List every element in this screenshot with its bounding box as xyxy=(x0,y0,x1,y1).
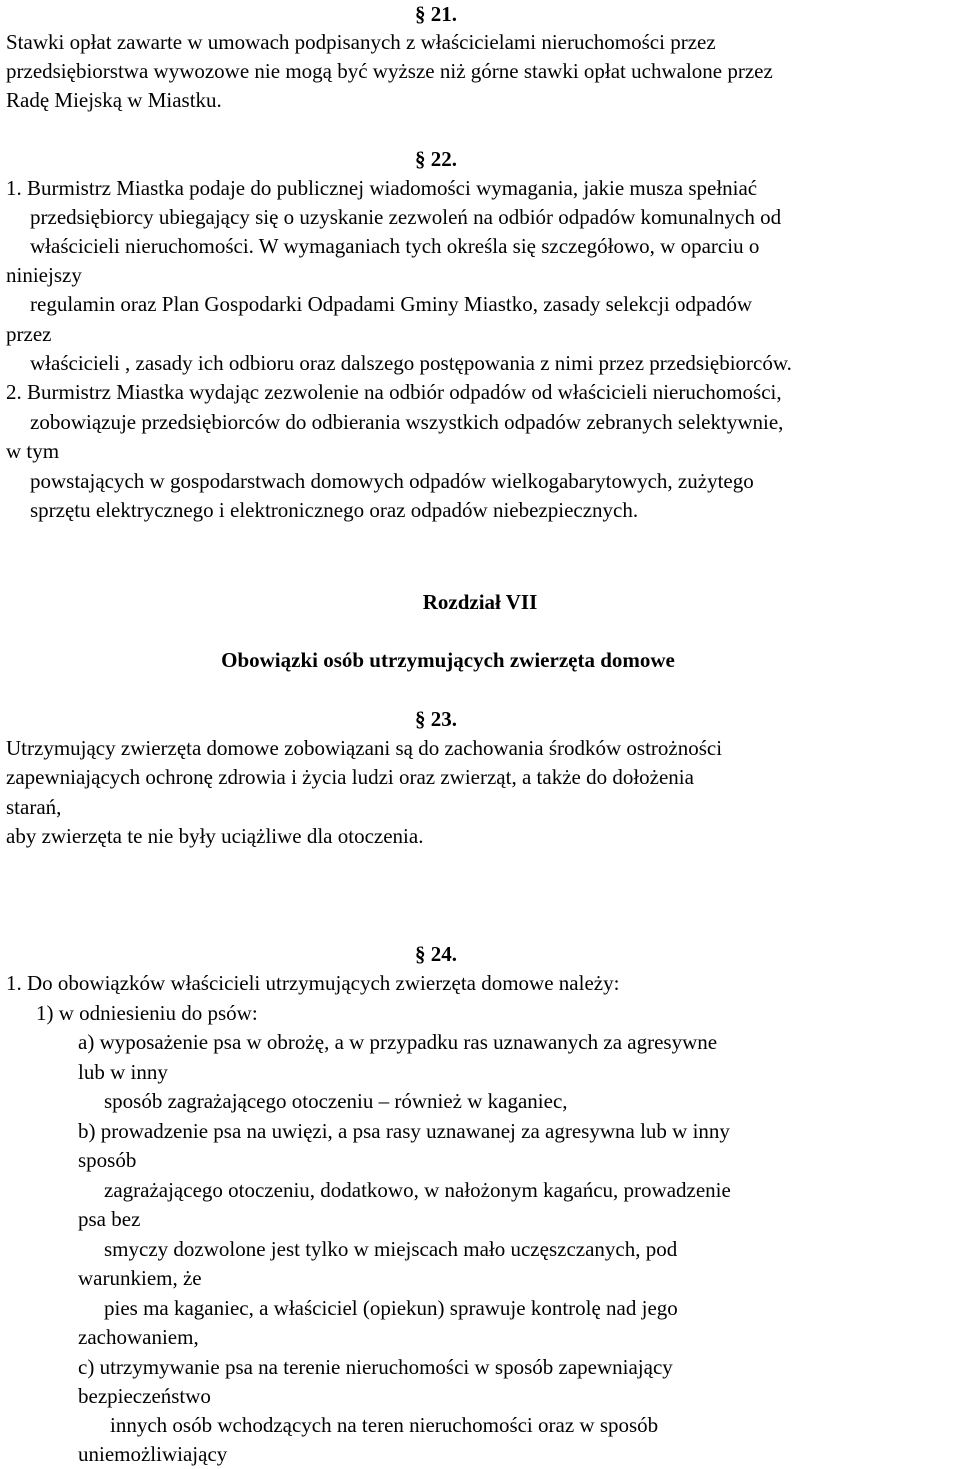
s22-line-5: regulamin oraz Plan Gospodarki Odpadami Gminy Miastko, zasady selekcji odpadów xyxy=(30,292,752,316)
s22-line-7: właścicieli , zasady ich odbioru oraz dalszego postępowania z nimi przez przedsiębiorców. xyxy=(30,351,792,375)
section-symbol: § xyxy=(415,942,426,966)
s23-line-1: Utrzymujący zwierzęta domowe zobowiązani są do zachowania środków ostrożności xyxy=(6,736,723,760)
s22-line-6: przez xyxy=(6,322,52,346)
s24-line-2: 1) w odniesieniu do psów: xyxy=(36,1001,258,1025)
s24-line-4: lub w inny xyxy=(78,1060,168,1084)
s22-line-8: 2. Burmistrz Miastka wydając zezwolenie na odbiór odpadów od właścicieli nieruchomości, xyxy=(6,380,782,404)
s24-line-17: uniemożliwiający xyxy=(78,1442,228,1466)
s21-line-2: przedsiębiorstwa wywozowe nie mogą być wyższe niż górne stawki opłat uchwalone przez xyxy=(6,59,773,83)
s24-line-1: 1. Do obowiązków właścicieli utrzymujących zwierzęta domowe należy: xyxy=(6,971,620,995)
s22-line-10: w tym xyxy=(6,439,60,463)
s22-line-12: sprzętu elektrycznego i elektronicznego oraz odpadów niebezpiecznych. xyxy=(30,498,639,522)
section-number: 24. xyxy=(430,942,457,966)
section-number: 21. xyxy=(430,2,457,26)
section-symbol: § xyxy=(415,2,426,26)
section-22-heading xyxy=(415,145,457,174)
s24-line-3: a) wyposażenie psa w obrożę, a w przypadku ras uznawanych za agresywne xyxy=(78,1030,718,1054)
s23-line-2: zapewniających ochronę zdrowia i życia ludzi oraz zwierząt, a także do dołożenia xyxy=(6,765,694,789)
section-symbol: § xyxy=(415,147,426,171)
chapter-subtitle: Obowiązki osób utrzymujących zwierzęta domowe xyxy=(221,648,675,672)
s21-line-3: Radę Miejską w Miastku. xyxy=(6,88,222,112)
s24-line-5: sposób zagrażającego otoczeniu – również w kaganiec, xyxy=(104,1089,568,1113)
section-number: 22. xyxy=(430,147,457,171)
s24-line-16: innych osób wchodzących na teren nieruchomości oraz w sposób xyxy=(110,1413,659,1437)
section-21-heading xyxy=(415,0,457,29)
s22-line-11: powstających w gospodarstwach domowych odpadów wielkogabarytowych, zużytego xyxy=(30,469,754,493)
s24-line-9: psa bez xyxy=(78,1207,141,1231)
s22-line-1: 1. Burmistrz Miastka podaje do publicznej wiadomości wymagania, jakie musza spełniać xyxy=(6,176,758,200)
s22-line-4: niniejszy xyxy=(6,263,82,287)
chapter-title: Rozdział VII xyxy=(422,590,538,614)
s24-line-8: zagrażającego otoczeniu, dodatkowo, w nałożonym kagańcu, prowadzenie xyxy=(104,1178,731,1202)
s24-line-6: b) prowadzenie psa na uwięzi, a psa rasy uznawanej za agresywna lub w inny xyxy=(78,1119,730,1143)
section-23-heading xyxy=(415,705,457,734)
s24-line-13: zachowaniem, xyxy=(78,1325,199,1349)
s24-line-10: smyczy dozwolone jest tylko w miejscach mało uczęszczanych, pod xyxy=(104,1237,678,1261)
s23-line-3: starań, xyxy=(6,795,62,819)
s22-line-3: właścicieli nieruchomości. W wymaganiach tych określa się szczegółowo, w oparciu o xyxy=(30,234,760,258)
s24-line-11: warunkiem, że xyxy=(78,1266,202,1290)
section-number: 23. xyxy=(430,707,457,731)
section-24-heading xyxy=(415,940,457,969)
s22-line-2: przedsiębiorcy ubiegający się o uzyskanie zezwoleń na odbiór odpadów komunalnych od xyxy=(30,205,782,229)
s24-line-14: c) utrzymywanie psa na terenie nieruchomości w sposób zapewniający xyxy=(78,1355,673,1379)
s23-line-4: aby zwierzęta te nie były uciążliwe dla otoczenia. xyxy=(6,824,424,848)
s24-line-7: sposób xyxy=(78,1148,137,1172)
s24-line-12: pies ma kaganiec, a właściciel (opiekun) sprawuje kontrolę nad jego xyxy=(104,1296,678,1320)
section-symbol: § xyxy=(415,707,426,731)
s21-line-1: Stawki opłat zawarte w umowach podpisanych z właścicielami nieruchomości przez xyxy=(6,30,716,54)
s22-line-9: zobowiązuje przedsiębiorców do odbierania wszystkich odpadów zebranych selektywnie, xyxy=(30,410,784,434)
s24-line-15: bezpieczeństwo xyxy=(78,1384,211,1408)
